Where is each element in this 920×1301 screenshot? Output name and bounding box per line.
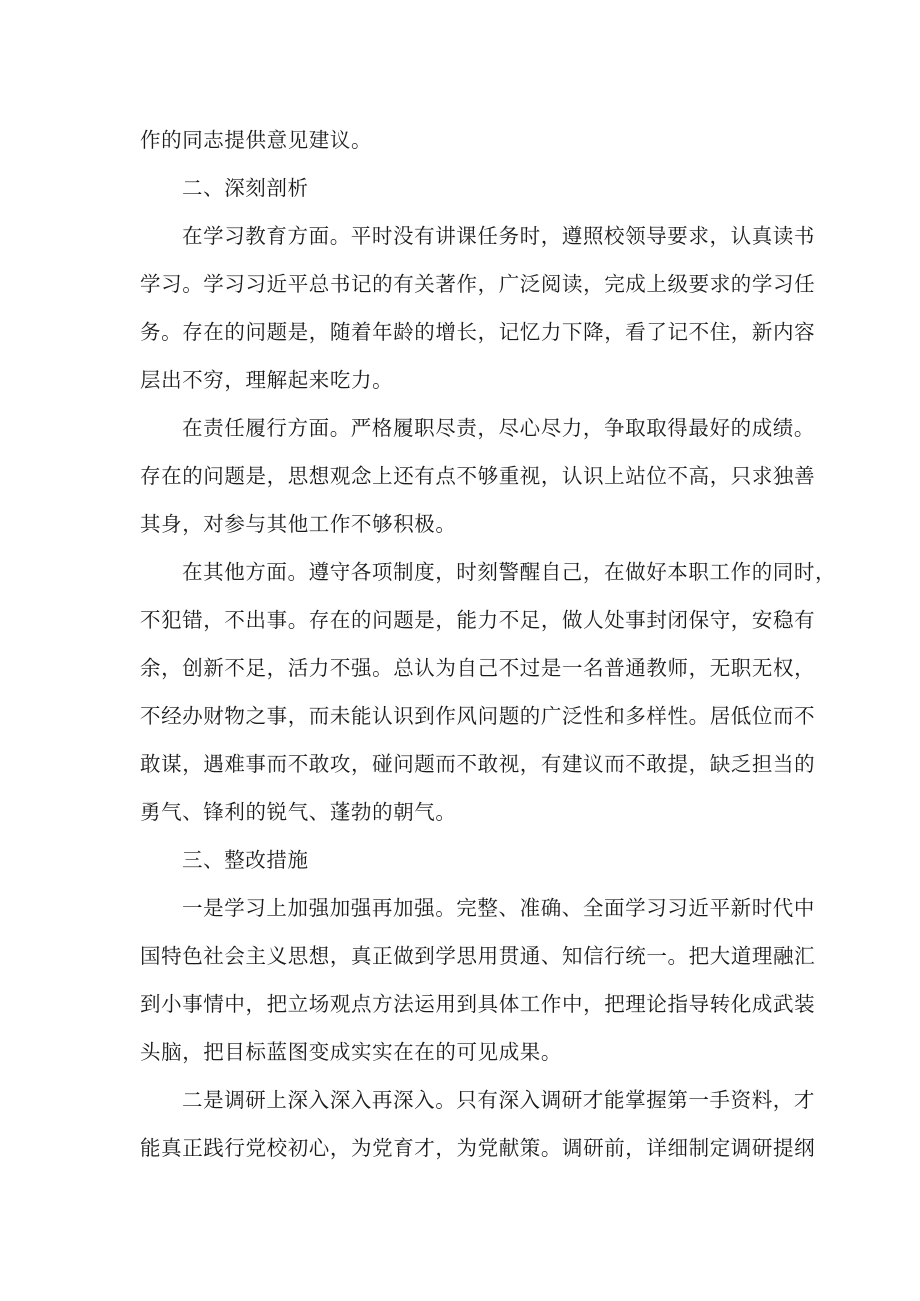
- paragraph-line: 务。存在的问题是，随着年龄的增长，记忆力下降，看了记不住，新内容: [140, 320, 816, 344]
- paragraph-line: 敢谋，遇难事而不敢攻，碰问题而不敢视，有建议而不敢提，缺乏担当的: [140, 752, 816, 776]
- paragraph-line: 一是学习上加强加强再加强。完整、准确、全面学习习近平新时代中: [182, 896, 815, 920]
- paragraph-line: 不经办财物之事，而未能认识到作风问题的广泛性和多样性。居低位而不: [140, 704, 816, 728]
- paragraph-line: 二是调研上深入深入再深入。只有深入调研才能掌握第一手资料，才: [182, 1088, 815, 1112]
- section-heading-measures: 三、整改措施: [182, 848, 309, 872]
- paragraph-line: 存在的问题是，思想观念上还有点不够重视，认识上站位不高，只求独善: [140, 464, 816, 488]
- paragraph-line: 学习。学习习近平总书记的有关著作，广泛阅读，完成上级要求的学习任: [140, 272, 816, 296]
- paragraph-line: 在学习教育方面。平时没有讲课任务时，遵照校领导要求，认真读书: [182, 224, 815, 248]
- paragraph-line: 层出不穷，理解起来吃力。: [140, 368, 394, 392]
- paragraph-line: 不犯错，不出事。存在的问题是，能力不足，做人处事封闭保守，安稳有: [140, 608, 816, 632]
- paragraph-line: 头脑，把目标蓝图变成实实在在的可见成果。: [140, 1040, 562, 1064]
- paragraph-line: 在责任履行方面。严格履职尽责，尽心尽力，争取取得最好的成绩。: [182, 416, 815, 440]
- paragraph-line: 其身，对参与其他工作不够积极。: [140, 512, 457, 536]
- paragraph-line: 余，创新不足，活力不强。总认为自己不过是一名普通教师，无职无权，: [140, 656, 816, 680]
- paragraph-line: 作的同志提供意见建议。: [140, 128, 373, 152]
- paragraph-line: 勇气、锋利的锐气、蓬勃的朝气。: [140, 800, 457, 824]
- paragraph-line: 在其他方面。遵守各项制度，时刻警醒自己，在做好本职工作的同时，: [182, 560, 837, 584]
- paragraph-line: 国特色社会主义思想，真正做到学思用贯通、知信行统一。把大道理融汇: [140, 944, 816, 968]
- paragraph-line: 到小事情中，把立场观点方法运用到具体工作中，把理论指导转化成武装: [140, 992, 816, 1016]
- section-heading-analysis: 二、深刻剖析: [182, 176, 309, 200]
- paragraph-line: 能真正践行党校初心，为党育才，为党献策。调研前，详细制定调研提纲: [140, 1136, 816, 1160]
